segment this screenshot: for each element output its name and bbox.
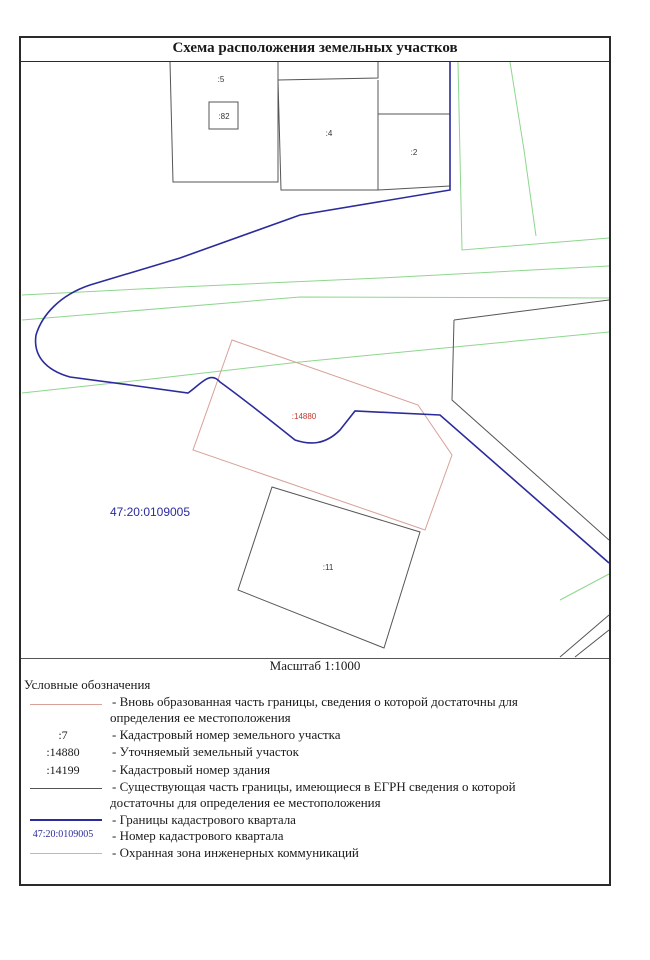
legend-text-new-boundary-cont: определения ее местоположения [110, 710, 291, 725]
parcel-label-4: :4 [325, 129, 333, 138]
parcel-label-14880: :14880 [291, 412, 317, 421]
parcel-label-82: :82 [218, 112, 230, 121]
parcel-label-5: :5 [217, 75, 225, 84]
protection-zone-lines [22, 62, 609, 600]
legend-text-existing-boundary: - Существующая часть границы, имеющиеся в ЕГРН сведения о которой [112, 779, 516, 794]
legend-text-protection-zone: - Охранная зона инженерных коммуникаций [112, 845, 359, 860]
legend-text-parcel-number: - Кадастровый номер земельного участка [112, 727, 341, 742]
quarter-number-label: 47:20:0109005 [109, 505, 191, 519]
legend-heading: Условные обозначения [24, 677, 151, 692]
legend-text-quarter-number: - Номер кадастрового квартала [112, 828, 284, 843]
clarified-parcel-boundary [193, 340, 452, 530]
parcel-label-11: :11 [322, 563, 334, 572]
quarter-boundary [36, 62, 609, 563]
page-title: Схема расположения земельных участков [19, 36, 611, 62]
existing-parcels [170, 62, 609, 657]
legend-symbol-parcel-number: :7 [58, 728, 68, 742]
cadastral-map [21, 62, 609, 658]
legend-symbol-building-number: :14199 [46, 763, 80, 777]
scale-label: Масштаб 1:1000 [21, 658, 609, 673]
legend-text-existing-boundary-cont: достаточны для определения ее местоположения [110, 795, 381, 810]
legend-symbol-new-boundary [30, 704, 102, 705]
legend-text-new-boundary: - Вновь образованная часть границы, сведения о которой достаточны для [112, 694, 518, 709]
parcel-label-2: :2 [410, 148, 418, 157]
legend-text-building-number: - Кадастровый номер здания [112, 762, 271, 777]
legend-text-clarified-parcel: - Уточняемый земельный участок [112, 744, 299, 759]
legend-text-quarter-boundary: - Границы кадастрового квартала [112, 812, 296, 827]
legend-symbol-quarter-number: 47:20:0109005 [32, 829, 94, 840]
legend-symbol-clarified-parcel: :14880 [46, 745, 80, 759]
legend-symbol-quarter-boundary [30, 819, 102, 821]
legend-symbol-protection-zone [30, 853, 102, 854]
legend-symbol-existing-boundary [30, 788, 102, 789]
